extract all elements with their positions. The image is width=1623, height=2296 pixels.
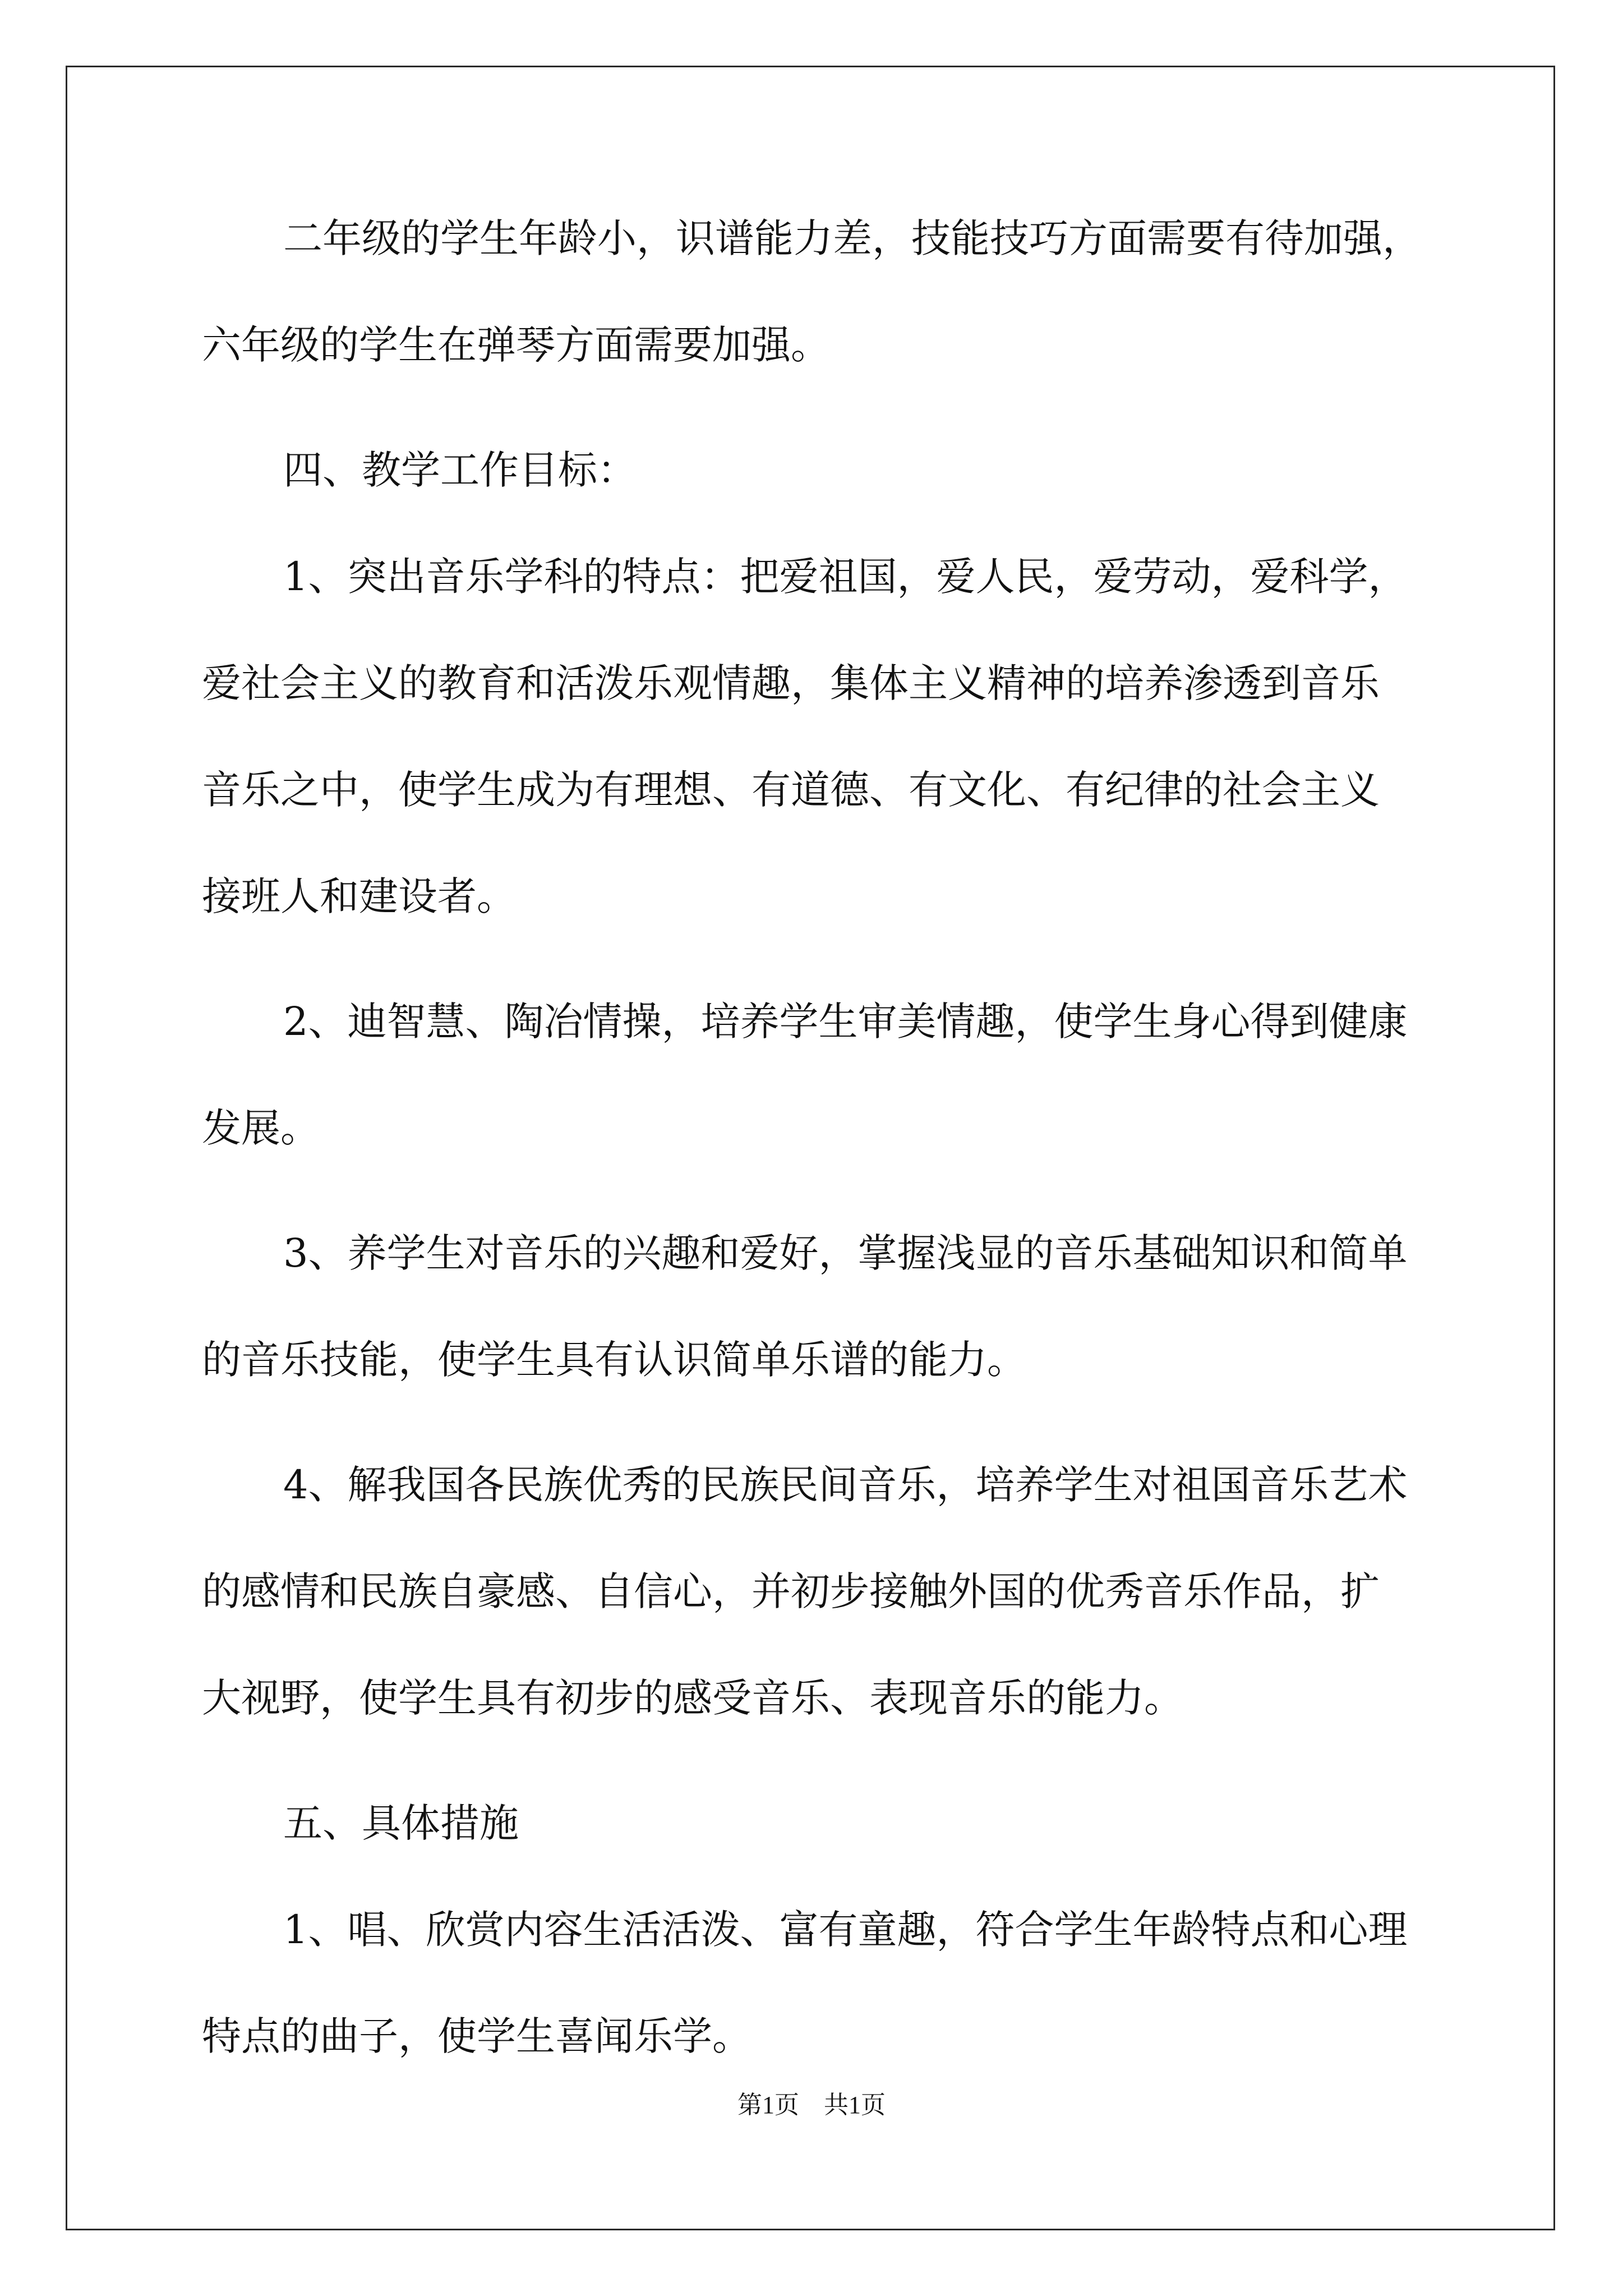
- paragraph-line: 4、解我国各民族优秀的民族民间音乐，培养学生对祖国音乐艺术: [283, 1462, 1408, 1508]
- paragraph-line: 接班人和建设者。: [202, 873, 516, 919]
- paragraph-line: 1、唱、欣赏内容生活活泼、富有童趣，符合学生年龄特点和心理: [283, 1907, 1408, 1953]
- paragraph-line: 六年级的学生在弹琴方面需要加强。: [202, 322, 830, 368]
- paragraph-line: 2、迪智慧、陶冶情操，培养学生审美情趣，使学生身心得到健康: [283, 999, 1408, 1045]
- section-heading: 五、具体措施: [283, 1800, 519, 1846]
- paragraph-line: 爱社会主义的教育和活泼乐观情趣，集体主义精神的培养渗透到音乐: [202, 660, 1380, 706]
- page-number-footer: 第1页 共1页: [737, 2091, 886, 2119]
- paragraph-line: 二年级的学生年龄小，识谱能力差，技能技巧方面需要有待加强，: [283, 215, 1422, 261]
- paragraph-line: 特点的曲子，使学生喜闻乐学。: [202, 2013, 751, 2059]
- paragraph-line: 的感情和民族自豪感、自信心，并初步接触外国的优秀音乐作品，扩: [202, 1568, 1380, 1614]
- paragraph-line: 3、养学生对音乐的兴趣和爱好，掌握浅显的音乐基础知识和简单: [283, 1230, 1408, 1276]
- paragraph-line: 音乐之中，使学生成为有理想、有道德、有文化、有纪律的社会主义: [202, 767, 1380, 813]
- paragraph-line: 的音乐技能，使学生具有认识简单乐谱的能力。: [202, 1337, 1026, 1383]
- paragraph-line: 发展。: [202, 1105, 320, 1151]
- paragraph-line: 大视野，使学生具有初步的感受音乐、表现音乐的能力。: [202, 1675, 1183, 1721]
- paragraph-line: 1、突出音乐学科的特点：把爱祖国，爱人民，爱劳动，爱科学，: [283, 554, 1408, 600]
- section-heading: 四、教学工作目标：: [283, 447, 637, 493]
